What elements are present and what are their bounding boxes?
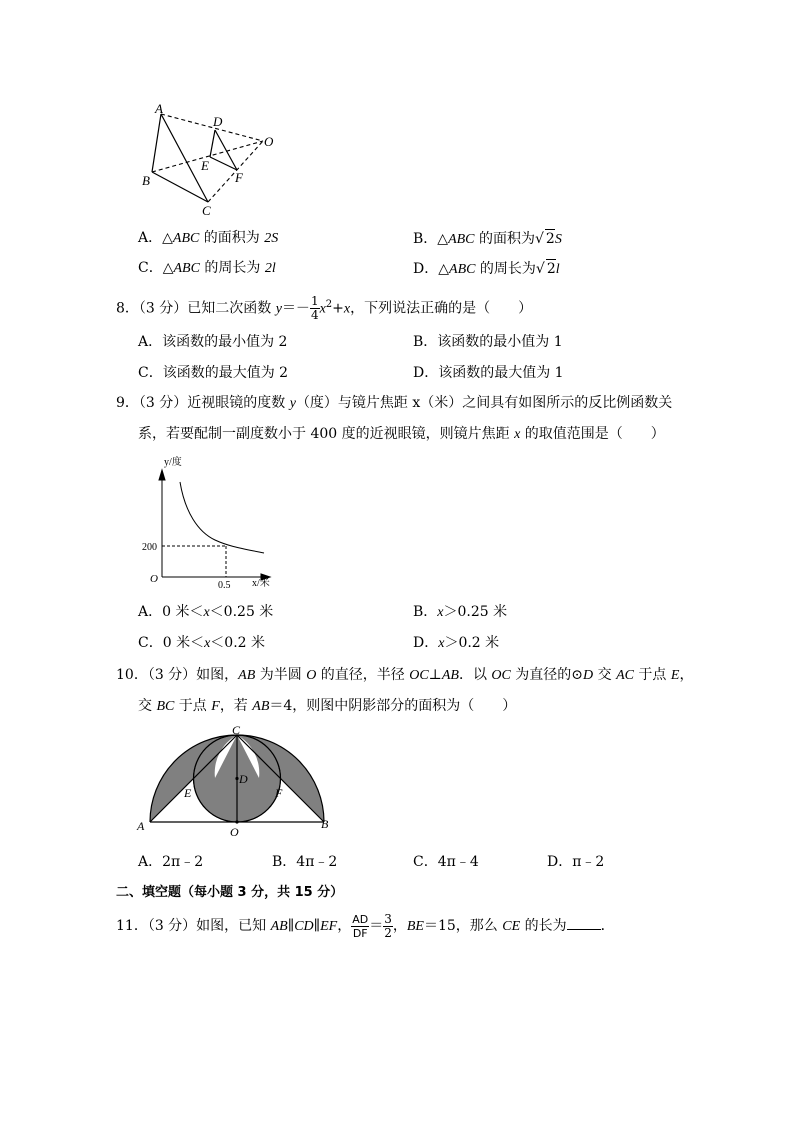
q10-oc: OC (409, 668, 429, 683)
q10-f: F (211, 699, 220, 714)
fig9-origin: O (150, 573, 158, 585)
q9-b-x: x (437, 605, 444, 620)
q10-option-a[interactable]: A．2π﹣2 (138, 854, 204, 870)
fig7-label-f: F (235, 170, 243, 185)
q7-a-abc: ABC (172, 231, 200, 246)
sqrt-sign: √ (534, 231, 544, 247)
q11-t5: ． (600, 918, 615, 934)
q9-a-x: x (203, 605, 210, 620)
q10-option-b[interactable]: B．4π﹣2 (272, 854, 338, 870)
q11-ab: AB (270, 919, 288, 934)
q7-c-abc: ABC (173, 261, 200, 276)
q10-ab3: AB (252, 699, 270, 714)
perpendicular-symbol: ⊥ (428, 667, 442, 683)
q8-option-d[interactable]: D．该函数的最大值为 1 (413, 365, 564, 381)
q11-t4: 的长为 (520, 918, 567, 934)
q11-t1: 11．（3 分）如图，已知 (116, 918, 271, 934)
q11-eq: ＝ (369, 918, 384, 934)
q7-b-letter: B． (413, 231, 438, 247)
q9-b-tail: ＞0.25 米 (443, 604, 508, 620)
q7-b-radicand: 2 (545, 231, 555, 247)
q7-a-text: 的面积为 (199, 230, 265, 246)
q11-frac2-den: 2 (384, 925, 392, 940)
q10-t5: 为直径的⊙ (510, 667, 584, 683)
q10-option-d[interactable]: D．π﹣2 (547, 854, 605, 870)
fig10-label-c: C (232, 723, 241, 737)
q11-ef: EF (320, 919, 338, 934)
q7-d-text: 的周长为 (475, 261, 536, 277)
q10-t10: 于点 (174, 698, 212, 714)
q10-t7: 于点 (633, 667, 671, 683)
q10-stem-line1 (116, 666, 693, 685)
q10-t4: ．以 (458, 667, 492, 683)
q10-ab: AB (238, 668, 256, 683)
q7-a-value: 2S (264, 231, 279, 246)
q9-a-tail: ＜0.25 米 (209, 604, 274, 620)
q7-option-a[interactable] (138, 229, 278, 248)
q9-l1-y: y (289, 396, 296, 411)
q10-oc2: OC (491, 668, 511, 683)
q9-l1-b: （度）与镜片焦距 x（米）之间具有如图所示的反比例函数关 (295, 395, 673, 411)
q9-d-tail: ＞0.2 米 (444, 635, 500, 651)
q10-t11: ，若 (219, 698, 253, 714)
fig10-label-b: B (321, 817, 329, 831)
q11-be: BE (406, 919, 424, 934)
q9-stem-line1 (116, 394, 672, 413)
q9-b-text: B． (413, 604, 438, 620)
q9-l2-a: 系，若要配制一副度数小于 400 度的近视眼镜，则镜片焦距 (138, 426, 515, 442)
q10-bc: BC (156, 699, 175, 714)
q11-stem (116, 912, 615, 941)
q9-option-d[interactable] (413, 634, 499, 653)
q8-option-b[interactable]: B．该函数的最小值为 1 (413, 334, 563, 350)
triangle-symbol: △ (437, 231, 449, 247)
triangle-symbol: △ (162, 230, 173, 246)
fig9-x-tick: 0.5 (218, 580, 231, 591)
q11-frac2-num: 3 (384, 911, 392, 926)
q11-frac-num: AD (352, 912, 369, 926)
answer-blank[interactable] (567, 917, 601, 930)
q10-t3: 的直径，半径 (316, 667, 410, 683)
q8-option-a[interactable]: A．该函数的最小值为 2 (138, 334, 288, 350)
sqrt-sign: √ (535, 261, 545, 277)
q9-d-text: D． (413, 635, 439, 651)
q11-comma: ， (337, 918, 352, 934)
q10-e: E (670, 668, 680, 683)
q10-d: D (583, 668, 594, 683)
q8-stem (116, 292, 532, 323)
q10-t9: 交 (138, 698, 157, 714)
figure-q7-similar-triangles (135, 100, 285, 218)
q9-option-b[interactable] (413, 603, 507, 622)
q11-ce: CE (502, 919, 521, 934)
fig9-y-tick: 200 (142, 542, 157, 553)
q7-b-var: S (554, 232, 562, 247)
q9-c-tail: ＜0.2 米 (210, 635, 266, 651)
q11-t3: ＝15，那么 (423, 918, 503, 934)
q10-t6: 交 (593, 667, 617, 683)
fig10-label-e: E (184, 786, 192, 800)
q7-c-letter: C． (138, 260, 163, 276)
q8-option-c[interactable]: C．该函数的最大值为 2 (138, 365, 289, 381)
fig10-label-o: O (230, 825, 239, 839)
fig10-label-f: F (275, 786, 283, 800)
q10-ab2: AB (441, 668, 459, 683)
q7-d-abc: ABC (449, 262, 476, 277)
parallel-symbol: ∥ (287, 918, 295, 934)
q11-t2: ， (392, 918, 407, 934)
q7-c-value: 2l (264, 261, 276, 276)
fig9-ylabel: y/度 (164, 457, 182, 468)
q11-fraction-ad-df (351, 913, 369, 940)
q8-exponent: 2 (325, 299, 333, 310)
q8-x: x (343, 301, 351, 317)
q8-frac-num: 1 (310, 294, 319, 309)
fig7-label-o: O (264, 134, 274, 149)
q9-l2-b: 的取值范围是（ ） (520, 426, 665, 442)
q10-stem-line2 (138, 697, 516, 716)
q9-l2-x: x (514, 427, 521, 442)
q11-frac-den: DF (352, 926, 368, 940)
figure-q10-semicircle-shaded (135, 720, 335, 842)
fig10-label-d: D (239, 772, 248, 786)
fig9-xlabel: x/米 (252, 578, 270, 589)
q10-ac: AC (616, 668, 634, 683)
triangle-symbol: △ (438, 261, 450, 277)
q7-option-b[interactable] (413, 229, 562, 249)
q8-y: y (275, 301, 282, 317)
q9-option-c[interactable] (138, 634, 265, 653)
fig10-label-a: A (137, 819, 145, 833)
q7-d-radicand: 2 (546, 261, 556, 277)
q11-fraction-3-2 (383, 913, 393, 940)
fig7-label-c: C (202, 203, 211, 218)
q7-d-var: l (555, 262, 560, 277)
q9-a-text: A．0 米＜ (138, 604, 204, 620)
q7-b-text: 的面积为 (474, 231, 535, 247)
q7-d-letter: D． (413, 261, 439, 277)
q7-b-abc: ABC (448, 232, 475, 247)
figure-q9-inverse-function-graph (140, 452, 290, 592)
q9-d-x: x (438, 636, 445, 651)
q9-c-x: x (204, 636, 211, 651)
q8-frac-den: 4 (310, 308, 319, 323)
q7-option-d[interactable] (413, 259, 560, 279)
q11-cd: CD (294, 919, 314, 934)
fig7-label-d: D (213, 114, 223, 129)
q10-t1: 10．（3 分）如图， (116, 667, 239, 683)
q8-x2: x (319, 301, 326, 317)
q8-prefix: 8．（3 分）已知二次函数 (116, 300, 276, 317)
fig7-label-e: E (201, 158, 209, 173)
q10-t2: 为半圆 (255, 667, 307, 683)
triangle-symbol: △ (162, 260, 174, 276)
q9-l1-a: 9．（3 分）近视眼镜的度数 (116, 395, 290, 411)
q8-plus: + (332, 300, 344, 317)
fig7-label-a: A (155, 101, 163, 116)
q10-t8: ， (679, 667, 694, 683)
section-2-title: 二、填空题（每小题 3 分，共 15 分） (116, 885, 344, 900)
q7-option-c[interactable] (138, 259, 276, 278)
q9-c-text: C．0 米＜ (138, 635, 205, 651)
q8-suffix: ，下列说法正确的是（ ） (350, 300, 533, 317)
parallel-symbol: ∥ (313, 918, 321, 934)
fig7-label-b: B (142, 173, 150, 188)
q10-option-c[interactable]: C．4π﹣4 (413, 854, 479, 870)
q7-c-text: 的周长为 (199, 260, 265, 276)
q9-option-a[interactable] (138, 603, 273, 622)
q9-stem-line2 (138, 425, 665, 444)
q8-fraction (310, 295, 320, 322)
q10-t12: ＝4，则图中阴影部分的面积为（ ） (269, 698, 517, 714)
q7-a-letter: A． (138, 230, 163, 246)
q8-eq: ＝－ (281, 300, 310, 317)
q10-o: O (306, 668, 317, 683)
